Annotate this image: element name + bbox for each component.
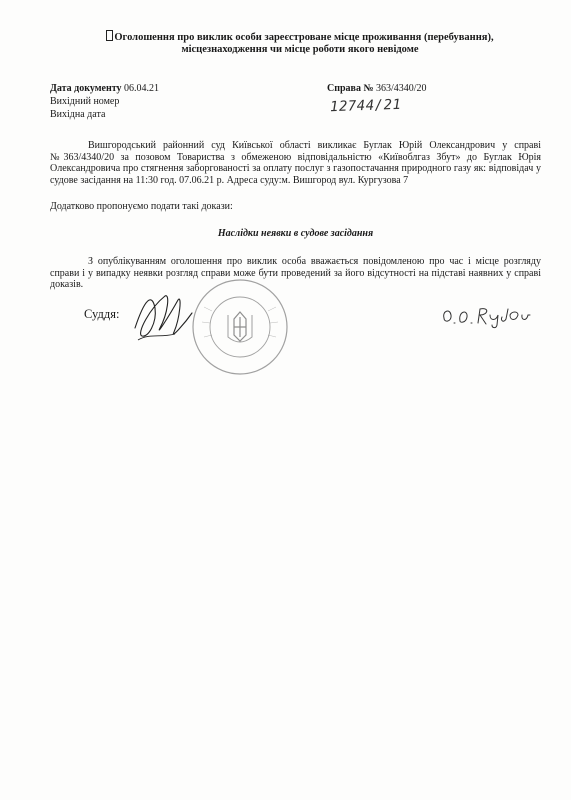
paragraph-summons: Вишгородський районний суд Київської області викликає Буглак Юрій Олександрович у справі №363/4340/20 за позовом Товариства з обмеженою відповідальністю «Київоблгаз Збут» до Буглак Юрія Олександровича про стягнення заборгованості за оплату послуг з газопостачання природного газу як: відповідач у судове засідання на 11:30 год. 07.06.21 р. Адреса суду:м. Вишгород вул. Кургузова 7 [50,140,541,186]
checkbox-glyph-icon [106,30,113,41]
title-line-1: Оголошення про виклик особи зареєстроване місце проживання (перебування), [114,32,494,43]
case-label: Справа № [327,83,374,94]
outgoing-number-label: Вихідний номер [50,96,120,107]
title-line-2: місцезнаходження чи місце роботи якого невідоме [181,44,419,55]
paragraph-consequences: З опублікуванням оголошення про виклик особа вважається повідомленою про час і місце розгляду справи і у випадку неявки розгляд справи може бути проведений за його відсутності на підставі наявних у справі доказів. [50,256,541,290]
judge-signature-scribble [130,288,205,348]
judge-label: Суддя: [84,307,120,321]
doc-date-value: 06.04.21 [124,83,159,94]
paragraph-evidence: Додатково пропонуємо подати такі докази: [50,201,233,212]
case-value: 363/4340/20 [376,83,427,94]
court-seal-icon [190,277,290,377]
document-meta-right [327,82,427,95]
outgoing-date-label: Вихідна дата [50,109,106,120]
section-heading: Наслідки неявки в судове засідання [217,228,374,239]
document-meta-left [50,82,159,121]
document-title [60,30,540,56]
doc-date-label: Дата документу [50,83,122,94]
judge-name-signature [440,303,535,329]
handwritten-registration-number: 12744/21 [329,96,402,116]
